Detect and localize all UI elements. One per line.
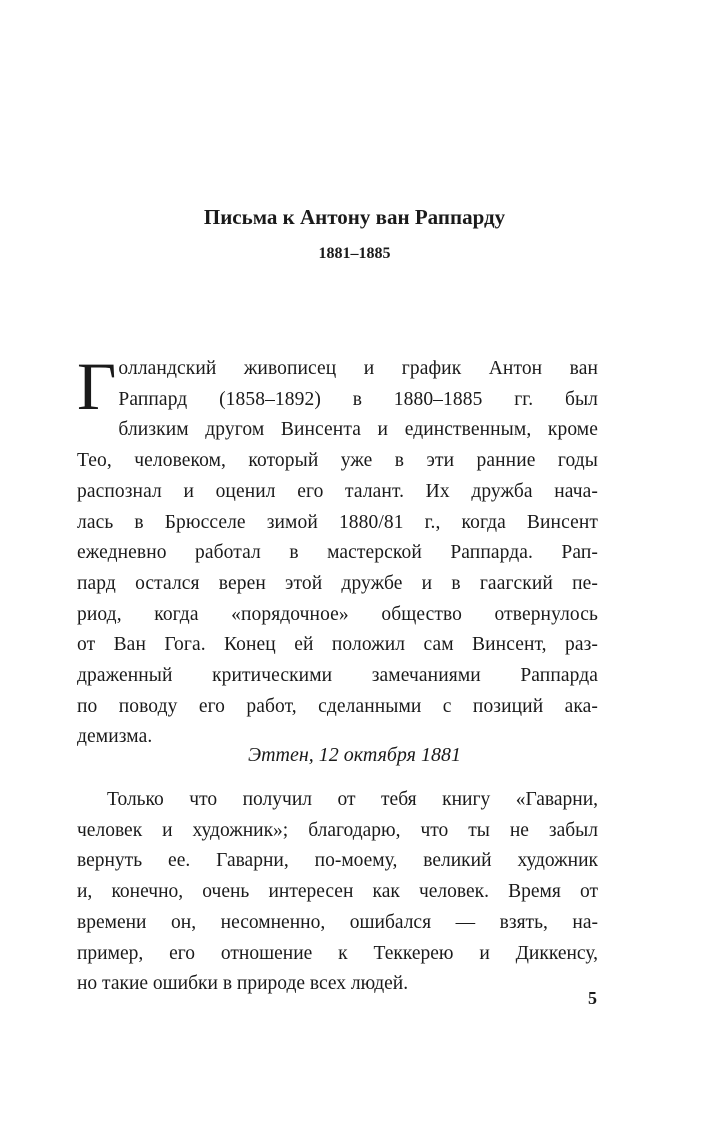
intro-line: распознал и оценил его талант. Их дружба нача-: [77, 480, 598, 502]
intro-line: Тео, человеком, который уже в эти ранние годы: [77, 450, 598, 472]
intro-line: олландский живописец и график Антон ван: [118, 358, 598, 379]
letter-place-date: Эттен, 12 октября 1881: [248, 744, 461, 766]
intro-line: от Ван Гога. Конец ей положил сам Винсент, раз-: [77, 634, 598, 656]
letter-line: пример, его отношение к Теккерею и Диккенсу,: [77, 942, 598, 964]
intro-line: близким другом Винсента и единственным, кроме: [118, 419, 598, 441]
intro-paragraph: [77, 348, 598, 753]
intro-dropcap-block: [77, 348, 598, 424]
letter-line: и, конечно, очень интересен как человек. Время от: [77, 881, 598, 903]
intro-line: риод, когда «порядочное» общество отвернулось: [77, 603, 598, 625]
intro-line: Раппард (1858–1892) в 1880–1885 гг. был: [118, 388, 598, 410]
intro-line: ежедневно работал в мастерской Раппарда. Рап-: [77, 542, 598, 564]
intro-line: драженный критическими замечаниями Раппарда: [77, 665, 598, 687]
intro-line: лась в Брюсселе зимой 1880/81 г., когда Винсент: [77, 511, 598, 533]
drop-cap: Г: [77, 348, 117, 424]
letter-paragraph: [77, 785, 598, 1000]
letter-line: но такие ошибки в природе всех людей.: [77, 973, 409, 995]
letter-line: Только что получил от тебя книгу «Гаварни,: [107, 789, 598, 810]
page-number: 5: [588, 988, 597, 1008]
letter-line: вернуть ее. Гаварни, по-моему, великий художник: [77, 850, 598, 872]
intro-line: по поводу его работ, сделанными с позиций ака-: [77, 695, 598, 717]
intro-line: пард остался верен этой дружбе и в гаагский пе-: [77, 572, 598, 594]
letter-line: времени он, несомненно, ошибался — взять, на-: [77, 911, 598, 933]
chapter-years: 1881–1885: [318, 245, 391, 262]
letter-line: человек и художник»; благодарю, что ты не забыл: [77, 819, 598, 841]
chapter-title: Письма к Антону ван Раппарду: [203, 205, 506, 229]
intro-line: демизма.: [77, 726, 153, 748]
